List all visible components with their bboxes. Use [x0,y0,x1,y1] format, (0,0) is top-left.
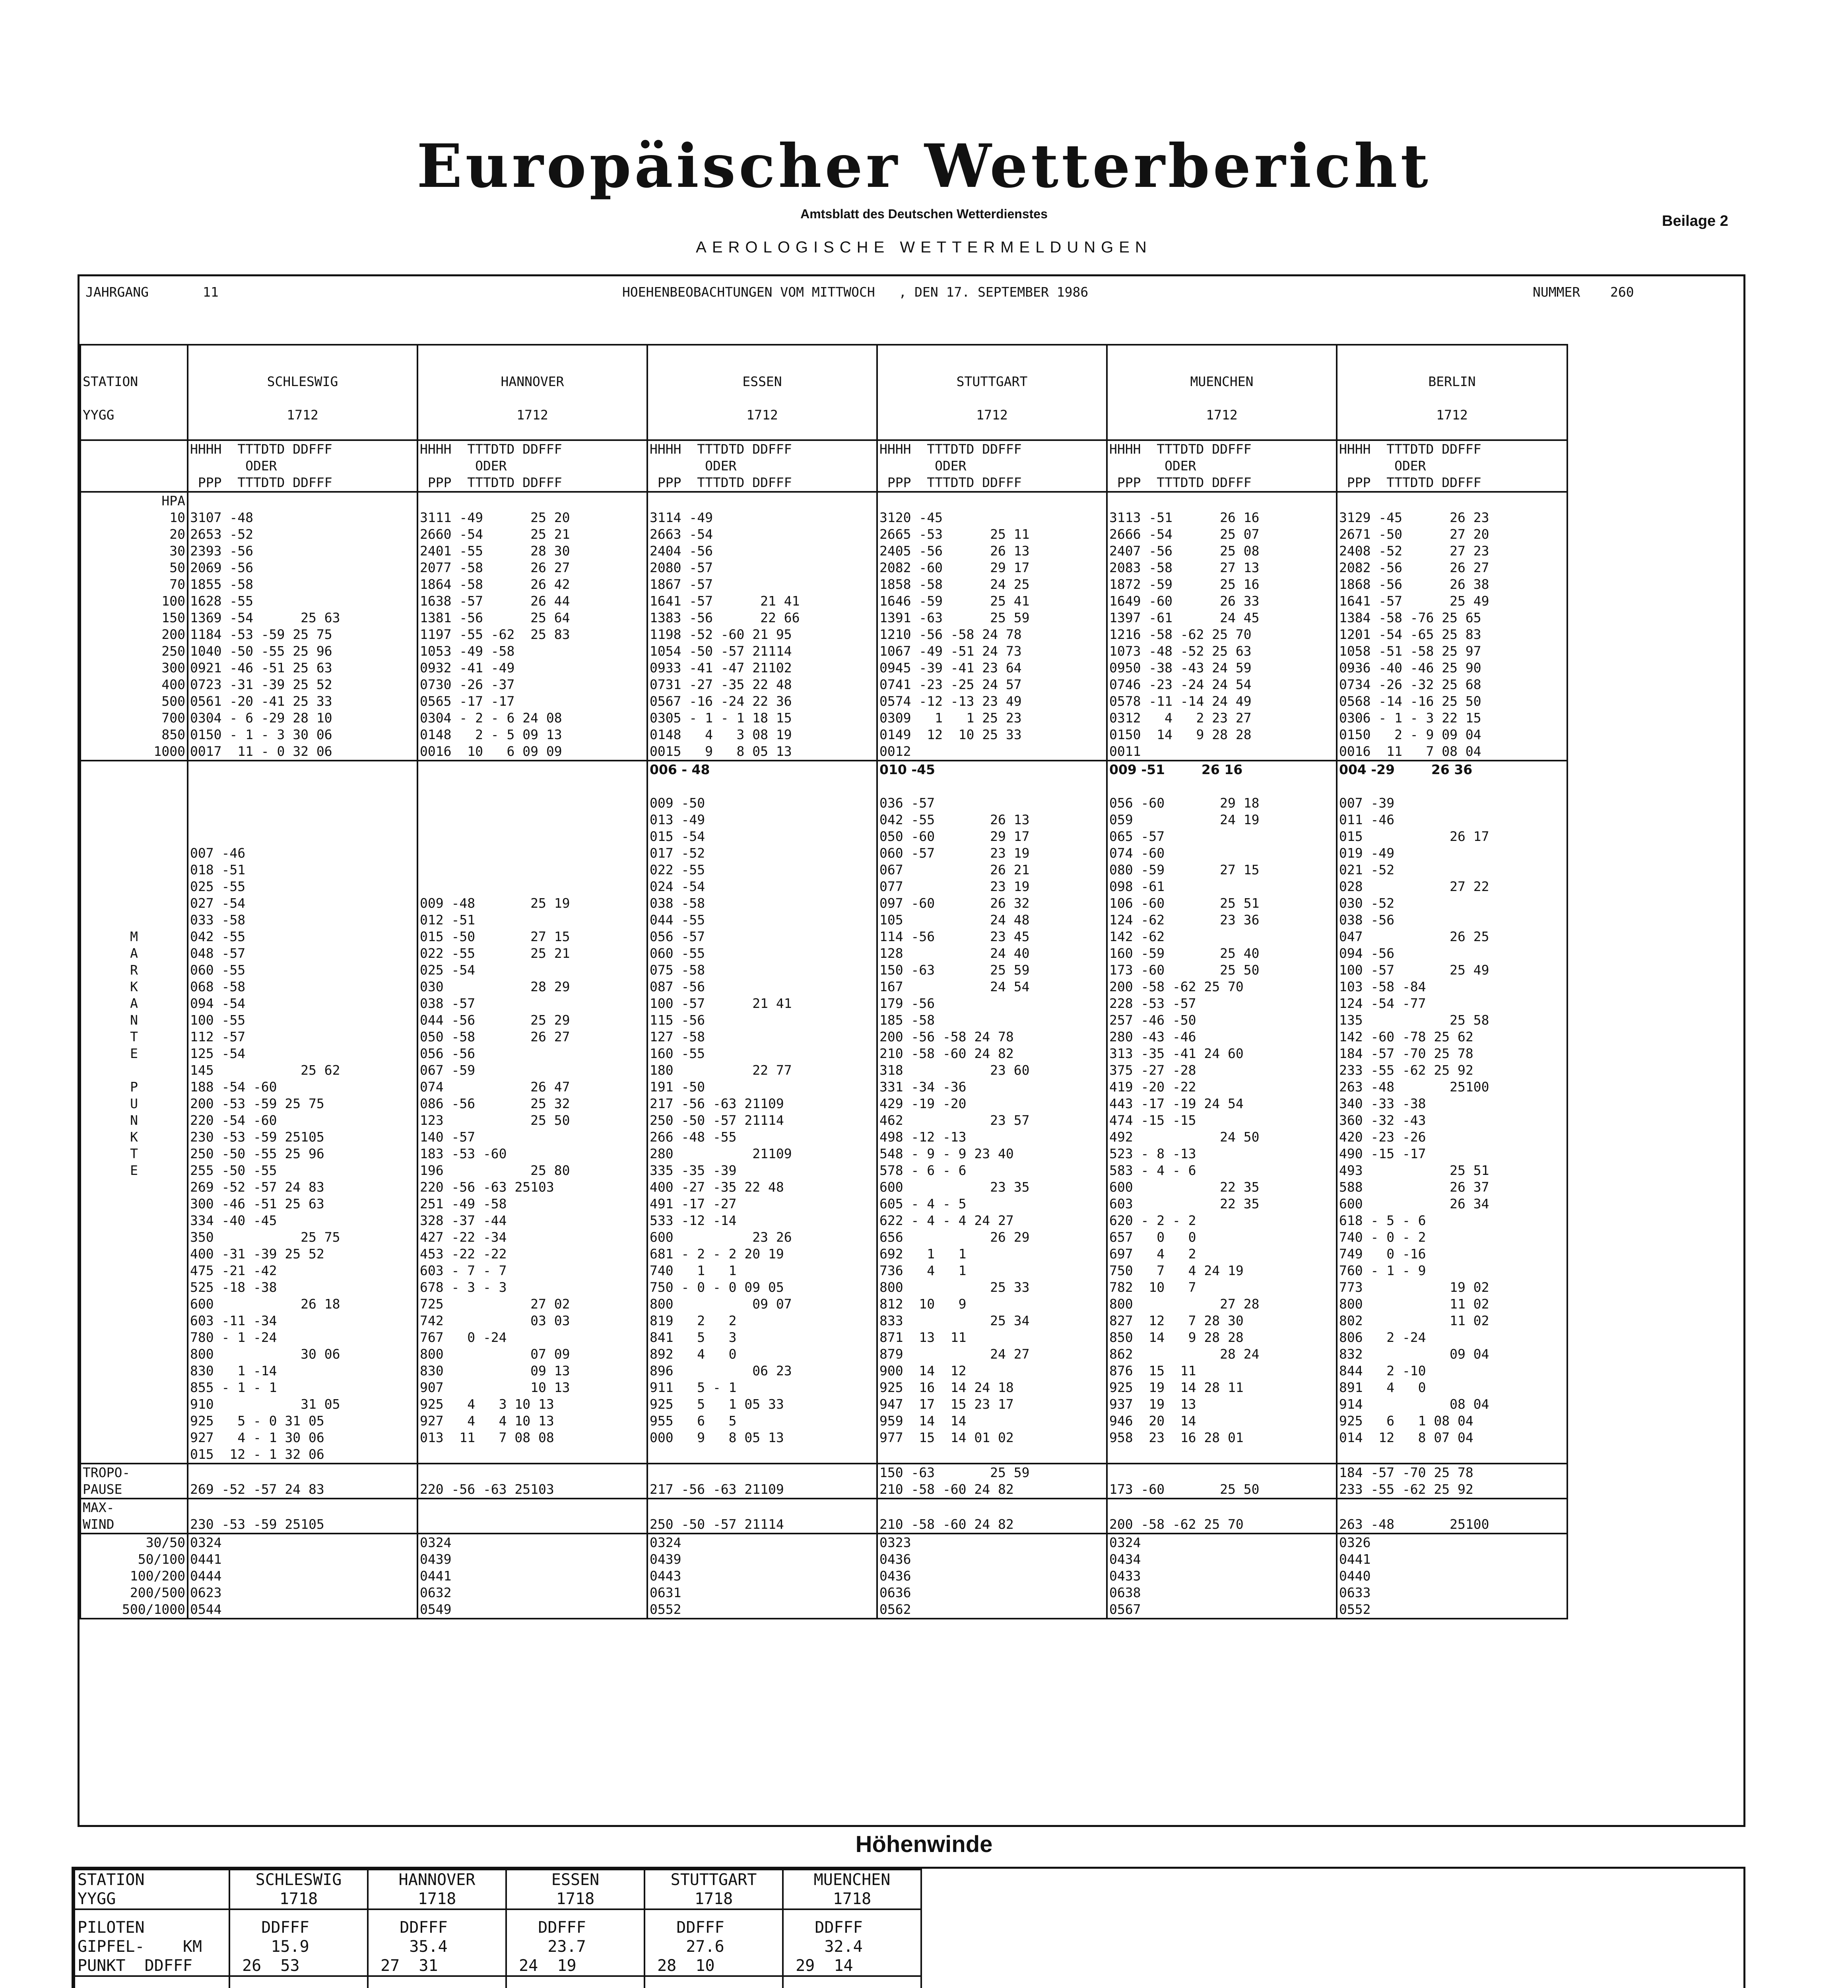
station-cell [417,345,647,440]
station-cell [647,345,877,440]
page-title: Europäischer Wetterbericht [417,131,1431,201]
station-time: 1718 [279,1890,318,1908]
station-label: STATION YYGG [80,345,188,440]
column-header: HHHH TTTDTD DDFFF ODER PPP TTTDTD DDFFF [417,440,647,492]
thickness-data: 0324 0434 0433 0638 0567 [1107,1534,1337,1619]
standard-levels: 3120 -45 2665 -53 25 11 2405 -56 26 13 2082 -60 29 17 1858 -58 24 25 1646 -59 25 41 1391 -63 25 59 1210 -56 -58 24 78 1067 -49 -51 24 73 0945 -39 -41 23 64 0741 -23 -25 24 57 0574 -12 -13 23 49 0309 1 1 25 23 0149 12 10 25 33 0012 [877,492,1107,761]
maxwind-data: 263 -48 25100 [1337,1499,1567,1534]
winds-station [368,1870,506,1909]
station-name: MUENCHEN [1190,374,1254,389]
handwritten-entry: 010 -45 [879,762,935,777]
winds-station [229,1870,368,1909]
marked-points-data: 009 -50 013 -49 015 -54 017 -52 022 -55 024 -54 038 -58 044 -55 056 -57 060 -55 075 -58 087 -56 100 -57 21 41 115 -56 127 -58 160 -55 180 22 77 191 -50 217 -56 -63 21109 250 -50 -57 21114 266 -48 -55 280 21109 335 -35 -39 400 -27 -35 22 48 491 -17 -27 533 -12 -14 600 23 26 681 - 2 - 2 20 19 740 1 1 750 - 0 - 0 09 05 800 09 07 819 2 2 841 5 3 892 4 0 896 06 23 911 5 - 1 925 5 1 05 33 955 6 5 000 9 8 05 13 [650,795,792,1445]
marked-points-data: 007 -46 018 -51 025 -55 027 -54 033 -58 042 -55 048 -57 060 -55 068 -58 094 -54 100 -55 112 -57 125 -54 145 25 62 188 -54 -60 200 -53 -59 25 75 220 -54 -60 230 -53 -59 25105 250 -50 -55 25 96 255 -50 -55 269 -52 -57 24 83 300 -46 -51 25 63 334 -40 -45 350 25 75 400 -31 -39 25 52 475 -21 -42 525 -18 -38 600 26 18 603 -11 -34 780 - 1 -24 800 30 06 830 1 -14 855 - 1 - 1 910 31 05 925 5 - 0 31 05 927 4 - 1 30 06 015 12 - 1 32 06 [190,845,340,1462]
wind-column [229,1976,368,1988]
wind-column [783,1976,921,1988]
station-name: HANNOVER [398,1871,476,1889]
standard-levels: 3129 -45 26 23 2671 -50 27 20 2408 -52 27 23 2082 -56 26 27 1868 -56 26 38 1641 -57 25 49 1384 -58 -76 25 65 1201 -54 -65 25 83 1058 -51 -58 25 97 0936 -40 -46 25 90 0734 -26 -32 25 68 0568 -14 -16 25 50 0306 - 1 - 3 22 15 0150 2 - 9 09 04 0016 11 7 08 04 [1337,492,1567,761]
marked-points-row [80,761,1567,1464]
column-header: HHHH TTTDTD DDFFF ODER PPP TTTDTD DDFFF [188,440,417,492]
thickness-data: 0326 0441 0440 0633 0552 [1337,1534,1567,1619]
pressure-levels: HPA 10 20 30 50 70 100 150 200 250 300 400 500 700 850 1000 [80,492,188,761]
section-title: AEROLOGISCHE WETTERMELDUNGEN [696,239,1152,256]
wind-column [644,1976,783,1988]
station-name: MUENCHEN [813,1871,891,1889]
winds-station-row [74,1870,921,1909]
handwritten-entry: 009 -51 26 16 [1109,762,1243,777]
marked-points-data: 009 -48 25 19 012 -51 015 -50 27 15 022 -55 25 21 025 -54 030 28 29 038 -57 044 -56 25 29 050 -58 26 27 056 -56 067 -59 074 26 47 086 -56 25 32 123 25 50 140 -57 183 -53 -60 196 25 80 220 -56 -63 25103 251 -49 -58 328 -37 -44 427 -22 -34 453 -22 -22 603 - 7 - 7 678 - 3 - 3 725 27 02 742 03 03 767 0 -24 800 07 09 830 09 13 907 10 13 925 4 3 10 13 927 4 4 10 13 013 11 7 08 08 [420,895,570,1445]
height-levels [74,1976,229,1988]
standard-levels: 3113 -51 26 16 2666 -54 25 07 2407 -56 25 08 2083 -58 27 13 1872 -59 25 16 1649 -60 26 33 1397 -61 24 45 1216 -58 -62 25 70 1073 -48 -52 25 63 0950 -38 -43 24 59 0746 -23 -24 24 54 0578 -11 -14 24 49 0312 4 2 23 27 0150 14 9 28 28 0011 [1107,492,1337,761]
pilot-data: DDFFF 15.9 26 53 [229,1909,368,1976]
thickness-data: 0324 0439 0443 0631 0552 [647,1534,877,1619]
handwritten-entry: 006 - 48 [650,762,710,777]
station-time: 1718 [694,1890,733,1908]
station-time: 1712 [976,407,1008,423]
issue-number: 260 [1610,284,1634,300]
upper-winds-table [74,1869,922,1988]
marked-points [1107,761,1337,1464]
station-name: BERLIN [1428,374,1476,389]
station-name: SCHLESWIG [267,374,338,389]
pilot-data: DDFFF 23.7 24 19 [506,1909,644,1976]
thickness-data: 0324 0439 0441 0632 0549 [417,1534,647,1619]
station-row [80,345,1567,440]
pilot-row [74,1909,921,1976]
standard-levels: 3114 -49 2663 -54 2404 -56 2080 -57 1867 -57 1641 -57 21 41 1383 -56 22 66 1198 -52 -60 21 95 1054 -50 -57 21114 0933 -41 -47 21102 0731 -27 -35 22 48 0567 -16 -24 22 36 0305 - 1 - 1 18 15 0148 4 3 08 19 0015 9 8 05 13 [647,492,877,761]
pilot-label: PILOTEN GIPFEL- KM PUNKT DDFFF [74,1909,229,1976]
station-name: HANNOVER [501,374,564,389]
winds-station [644,1870,783,1909]
maxwind-data: 210 -58 -60 24 82 [877,1499,1107,1534]
station-time: 1718 [833,1890,872,1908]
volume-number: 11 [203,284,219,300]
marked-points [417,761,647,1464]
station-cell [188,345,417,440]
station-cell [1107,345,1337,440]
tropopause-data: 217 -56 -63 21109 [647,1464,877,1499]
thickness-label: 30/50 50/100 100/200 200/500 500/1000 [80,1534,188,1619]
column-header: HHHH TTTDTD DDFFF ODER PPP TTTDTD DDFFF [877,440,1107,492]
winds-station-label: STATION YYGG [74,1870,229,1909]
tropopause-data: 269 -52 -57 24 83 [188,1464,417,1499]
station-time: 1712 [287,407,318,423]
supplement-label: Beilage 2 [1662,213,1728,229]
winds-title: Höhenwinde [855,1831,993,1857]
marked-points-data: 056 -60 29 18 059 24 19 065 -57 074 -60 080 -59 27 15 098 -61 106 -60 25 51 124 -62 23 36 142 -62 160 -59 25 40 173 -60 25 50 200 -58 -62 25 70 228 -53 -57 257 -46 -50 280 -43 -46 313 -35 -41 24 60 375 -27 -28 419 -20 -22 443 -17 -19 24 54 474 -15 -15 492 24 50 523 - 8 -13 583 - 4 - 6 600 22 35 603 22 35 620 - 2 - 2 657 0 0 697 4 2 750 7 4 24 19 782 10 7 800 27 28 827 12 7 28 30 850 14 9 28 28 862 28 24 876 15 11 925 19 14 28 11 937 19 13 946 20 14 958 23 16 28 01 [1109,795,1260,1445]
column-header: HHHH TTTDTD DDFFF ODER PPP TTTDTD DDFFF [1107,440,1337,492]
station-name: ESSEN [551,1871,600,1889]
tropopause-data: 150 -63 25 59 210 -58 -60 24 82 [877,1464,1107,1499]
station-name: STUTTGART [956,374,1028,389]
thickness-row [80,1534,1567,1619]
standard-levels: 3111 -49 25 20 2660 -54 25 21 2401 -55 28 30 2077 -58 26 27 1864 -58 26 42 1638 -57 26 44 1381 -56 25 64 1197 -55 -62 25 83 1053 -49 -58 0932 -41 -49 0730 -26 -37 0565 -17 -17 0304 - 2 - 6 24 08 0148 2 - 5 09 13 0016 10 6 09 09 [417,492,647,761]
station-cell [877,345,1107,440]
wind-column [506,1976,644,1988]
tropopause-data: 220 -56 -63 25103 [417,1464,647,1499]
handwritten-entry: 004 -29 26 36 [1339,762,1473,777]
pilot-data: DDFFF 27.6 28 10 [644,1909,783,1976]
winds-station [783,1870,921,1909]
maxwind-data [417,1499,647,1534]
marked-points [188,761,417,1464]
marked-points [1337,761,1567,1464]
standard-levels: 3107 -48 2653 -52 2393 -56 2069 -56 1855 -58 1628 -55 1369 -54 25 63 1184 -53 -59 25 75 1040 -50 -55 25 96 0921 -46 -51 25 63 0723 -31 -39 25 52 0561 -20 -41 25 33 0304 - 6 -29 28 10 0150 - 1 - 3 30 06 0017 11 - 0 32 06 [188,492,417,761]
thickness-data: 0323 0436 0436 0636 0562 [877,1534,1107,1619]
station-time: 1712 [1436,407,1468,423]
column-header: HHHH TTTDTD DDFFF ODER PPP TTTDTD DDFFF [647,440,877,492]
maxwind-data: 230 -53 -59 25105 [188,1499,417,1534]
aerological-table [80,344,1568,1619]
marked-points-data: 007 -39 011 -46 015 26 17 019 -49 021 -52 028 27 22 030 -52 038 -56 047 26 25 094 -56 100 -57 25 49 103 -58 -84 124 -54 -77 135 25 58 142 -60 -78 25 62 184 -57 -70 25 78 233 -55 -62 25 92 263 -48 25100 340 -33 -38 360 -32 -43 420 -23 -26 490 -15 -17 493 25 51 588 26 37 600 26 34 618 - 5 - 6 740 - 0 - 2 749 0 -16 760 - 1 - 9 773 19 02 800 11 02 802 11 02 806 2 -24 832 09 04 844 2 -10 891 4 0 914 08 04 925 6 1 08 04 014 12 8 07 04 [1339,795,1489,1445]
station-time: 1718 [417,1890,456,1908]
marked-points [647,761,877,1464]
column-header: HHHH TTTDTD DDFFF ODER PPP TTTDTD DDFFF [1337,440,1567,492]
standard-levels-row [80,492,1567,761]
tropopause-label: TROPO- PAUSE [80,1464,188,1499]
station-cell [1337,345,1567,440]
maxwind-data: 250 -50 -57 21114 [647,1499,877,1534]
wind-column [368,1976,506,1988]
winds-station [506,1870,644,1909]
observation-info: HOEHENBEOBACHTUNGEN VOM MITTWOCH , DEN 17. SEPTEMBER 1986 [622,284,1089,300]
number-label: NUMMER [1533,284,1580,300]
marked-points [877,761,1107,1464]
maxwind-label: MAX- WIND [80,1499,188,1534]
marked-points-label: M A R K A N T E P U N K T E [80,761,188,1464]
volume-label: JAHRGANG [85,284,149,300]
station-name: SCHLESWIG [255,1871,342,1889]
maxwind-row [80,1499,1567,1534]
winds-levels-row [74,1976,921,1988]
station-time: 1718 [556,1890,595,1908]
empty-cell [80,440,188,492]
station-time: 1712 [1206,407,1238,423]
tropopause-data: 173 -60 25 50 [1107,1464,1337,1499]
subtitle: Amtsblatt des Deutschen Wetterdienstes [800,207,1048,221]
marked-points-data: 036 -57 042 -55 26 13 050 -60 29 17 060 -57 23 19 067 26 21 077 23 19 097 -60 26 32 105 24 48 114 -56 23 45 128 24 40 150 -63 25 59 167 24 54 179 -56 185 -58 200 -56 -58 24 78 210 -58 -60 24 82 318 23 60 331 -34 -36 429 -19 -20 462 23 57 498 -12 -13 548 - 9 - 9 23 40 578 - 6 - 6 600 23 35 605 - 4 - 5 622 - 4 - 4 24 27 656 26 29 692 1 1 736 4 1 800 25 33 812 10 9 833 25 34 871 13 11 879 24 27 900 14 12 925 16 14 24 18 947 17 15 23 17 959 14 14 977 15 14 01 02 [879,795,1030,1445]
pilot-data: DDFFF 32.4 29 14 [783,1909,921,1976]
thickness-data: 0324 0441 0444 0623 0544 [188,1534,417,1619]
station-name: STUTTGART [670,1871,757,1889]
tropopause-data: 184 -57 -70 25 78 233 -55 -62 25 92 [1337,1464,1567,1499]
station-name: ESSEN [742,374,782,389]
station-time: 1712 [746,407,778,423]
tropopause-row [80,1464,1567,1499]
column-header-row [80,440,1567,492]
station-time: 1712 [516,407,548,423]
maxwind-data: 200 -58 -62 25 70 [1107,1499,1337,1534]
pilot-data: DDFFF 35.4 27 31 [368,1909,506,1976]
